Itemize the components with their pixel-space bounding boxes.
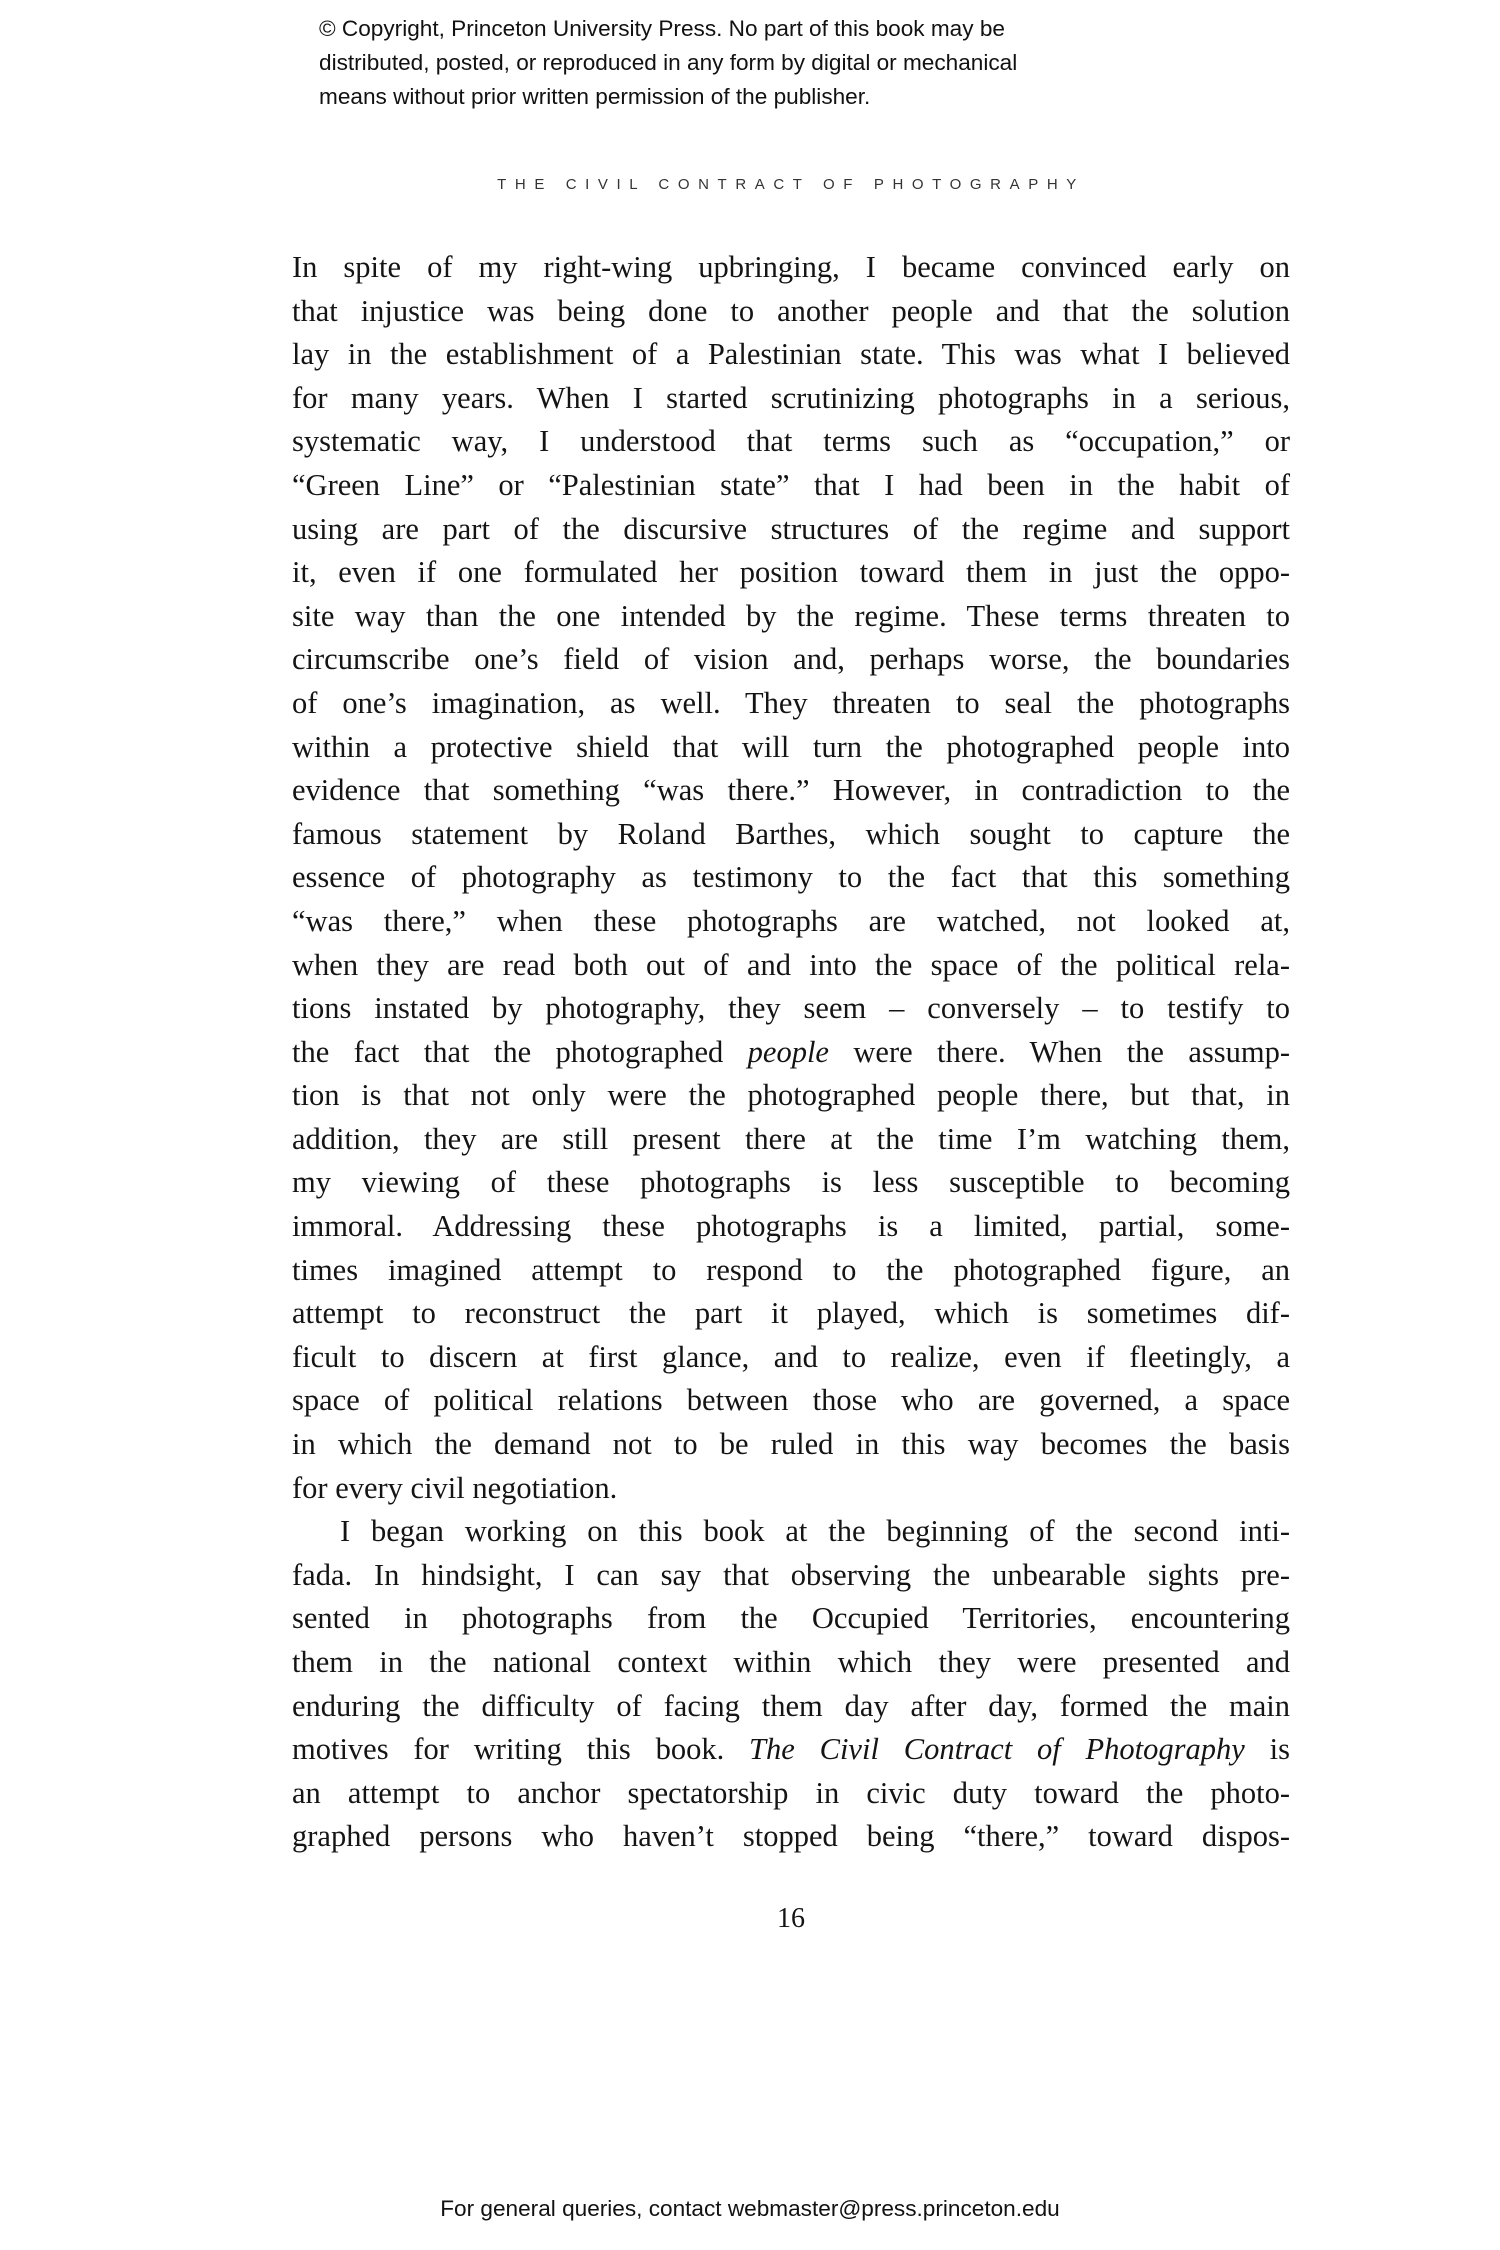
body-line: in which the demand not to be ruled in this way becomes the basis xyxy=(292,1427,1290,1462)
body-line-text: the fact that the photographed xyxy=(292,1034,748,1069)
footer-contact: For general queries, contact webmaster@press.princeton.edu xyxy=(440,2196,1060,2221)
body-line: graphed persons who haven’t stopped being “there,” toward dispos- xyxy=(292,1819,1290,1854)
body-line: sented in photographs from the Occupied Territories, encountering xyxy=(292,1601,1290,1636)
body-line: fada. In hindsight, I can say that observing the unbearable sights pre- xyxy=(292,1557,1290,1592)
body-line: of one’s imagination, as well. They threaten to seal the photographs xyxy=(292,685,1290,720)
body-line: times imagined attempt to respond to the photographed figure, an xyxy=(292,1252,1290,1287)
body-line: within a protective shield that will turn the photographed people into xyxy=(292,729,1290,764)
body-line: when they are read both out of and into the space of the political rela- xyxy=(292,947,1290,982)
body-line: tions instated by photography, they seem – conversely – to testify to xyxy=(292,991,1290,1026)
body-line: lay in the establishment of a Palestinian state. This was what I believed xyxy=(292,337,1290,372)
copyright-line: means without prior written permission of the publisher. xyxy=(319,84,871,109)
body-text xyxy=(292,246,1290,1859)
body-line: my viewing of these photographs is less susceptible to becoming xyxy=(292,1165,1290,1200)
body-line xyxy=(292,1031,1290,1075)
body-line: famous statement by Roland Barthes, which sought to capture the xyxy=(292,816,1290,851)
body-line: “Green Line” or “Palestinian state” that I had been in the habit of xyxy=(292,467,1290,502)
body-line: In spite of my right-wing upbringing, I became convinced early on xyxy=(292,250,1290,284)
body-line xyxy=(292,1728,1290,1772)
body-line-text: is xyxy=(1244,1732,1290,1767)
body-line: them in the national context within which they were presented and xyxy=(292,1645,1290,1679)
body-line: using are part of the discursive structures of the regime and support xyxy=(292,511,1290,546)
paragraph-start-line: I began working on this book at the beginning of the second inti- xyxy=(340,1514,1290,1549)
italic-emphasis: people xyxy=(747,1034,829,1069)
body-line: space of political relations between those who are governed, a space xyxy=(292,1383,1290,1418)
body-line: an attempt to anchor spectatorship in civic duty toward the photo- xyxy=(292,1775,1290,1810)
body-line: site way than the one intended by the regime. These terms threaten to xyxy=(292,598,1290,633)
body-line: enduring the difficulty of facing them day after day, formed the main xyxy=(292,1688,1290,1723)
body-line: addition, they are still present there at the time I’m watching them, xyxy=(292,1121,1290,1156)
body-line-text: were there. When the assump- xyxy=(828,1034,1291,1069)
body-line: attempt to reconstruct the part it played, which is sometimes dif- xyxy=(292,1296,1290,1331)
body-line: it, even if one formulated her position toward them in just the oppo- xyxy=(292,555,1290,590)
body-line: systematic way, I understood that terms such as “occupation,” or xyxy=(292,424,1290,459)
paragraph-end-line: for every civil negotiation. xyxy=(292,1470,618,1505)
body-line: that injustice was being done to another people and that the solution xyxy=(292,293,1290,328)
body-line: tion is that not only were the photographed people there, but that, in xyxy=(292,1078,1290,1113)
body-line: ficult to discern at first glance, and to realize, even if fleetingly, a xyxy=(292,1339,1290,1374)
copyright-line: © Copyright, Princeton University Press. No part of this book may be xyxy=(319,16,1005,41)
page-number: 16 xyxy=(777,1903,805,1934)
body-line: evidence that something “was there.” However, in contradiction to the xyxy=(292,773,1290,808)
body-line: essence of photography as testimony to the fact that this something xyxy=(292,860,1290,895)
body-line: for many years. When I started scrutinizing photographs in a serious, xyxy=(292,380,1290,415)
body-line-text: motives for writing this book. xyxy=(292,1732,750,1767)
copyright-line: distributed, posted, or reproduced in any form by digital or mechanical xyxy=(319,50,1018,75)
book-title-italic: The Civil Contract of Photography xyxy=(749,1732,1245,1767)
body-line: circumscribe one’s field of vision and, perhaps worse, the boundaries xyxy=(292,642,1290,677)
body-line: “was there,” when these photographs are watched, not looked at, xyxy=(292,903,1290,938)
running-header: THE CIVIL CONTRACT OF PHOTOGRAPHY xyxy=(497,176,1085,193)
body-line: immoral. Addressing these photographs is a limited, partial, some- xyxy=(292,1209,1290,1244)
copyright-notice xyxy=(319,12,1219,114)
